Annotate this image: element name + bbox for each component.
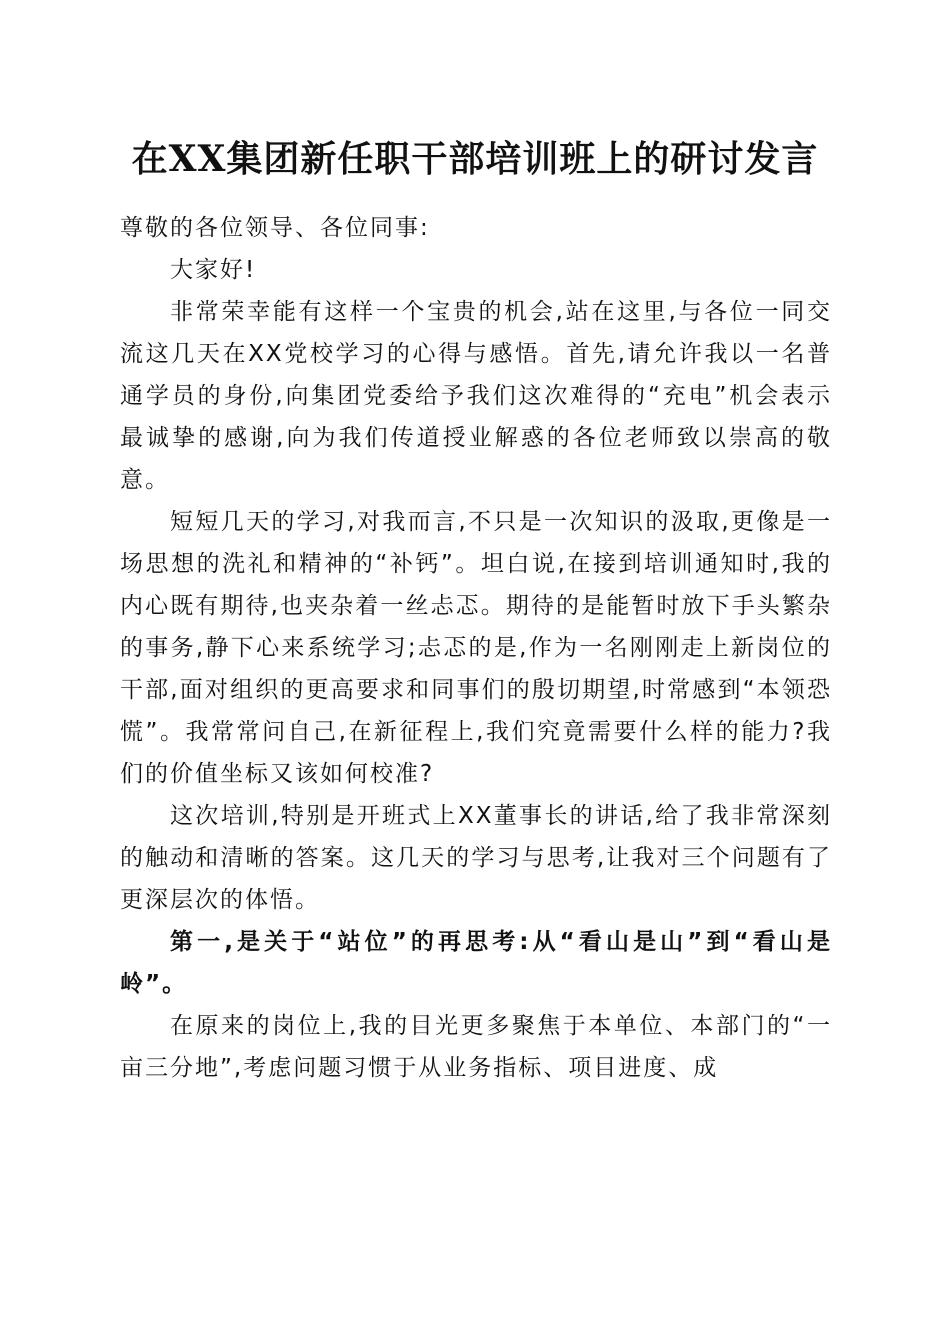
paragraph-training: 这次培训,特别是开班式上XX董事长的讲话,给了我非常深刻的触动和清晰的答案。这几天的学习与思考,让我对三个问题有了更深层次的体悟。	[120, 803, 832, 913]
document-body	[120, 207, 832, 1089]
paragraph-position: 在原来的岗位上,我的目光更多聚焦于本单位、本部门的“一亩三分地”,考虑问题习惯于从业务指标、项目进度、成	[120, 1013, 832, 1081]
document-title: 在XX集团新任职干部培训班上的研讨发言	[131, 138, 819, 180]
paragraph-greeting: 大家好!	[170, 257, 257, 283]
section-heading-first: 第一,是关于“站位”的再思考:从“看山是山”到“看山是岭”。	[120, 929, 832, 997]
paragraph-intro: 非常荣幸能有这样一个宝贵的机会,站在这里,与各位一同交流这几天在XX党校学习的心得与感悟。首先,请允许我以一名普通学员的身份,向集团党委给予我们这次难得的“充电”机会表示最诚挚的感谢,向为我们传道授业解惑的各位老师致以崇高的敬意。	[120, 299, 832, 493]
paragraph-reflection: 短短几天的学习,对我而言,不只是一次知识的汲取,更像是一场思想的洗礼和精神的“补钙”。坦白说,在接到培训通知时,我的内心既有期待,也夹杂着一丝忐忑。期待的是能暂时放下手头繁杂的事务,静下心来系统学习;忐忑的是,作为一名刚刚走上新岗位的干部,面对组织的更高要求和同事们的殷切期望,时常感到“本领恐慌”。我常常问自己,在新征程上,我们究竟需要什么样的能力?我们的价值坐标又该如何校准?	[120, 509, 832, 787]
salutation: 尊敬的各位领导、各位同事:	[120, 215, 430, 241]
